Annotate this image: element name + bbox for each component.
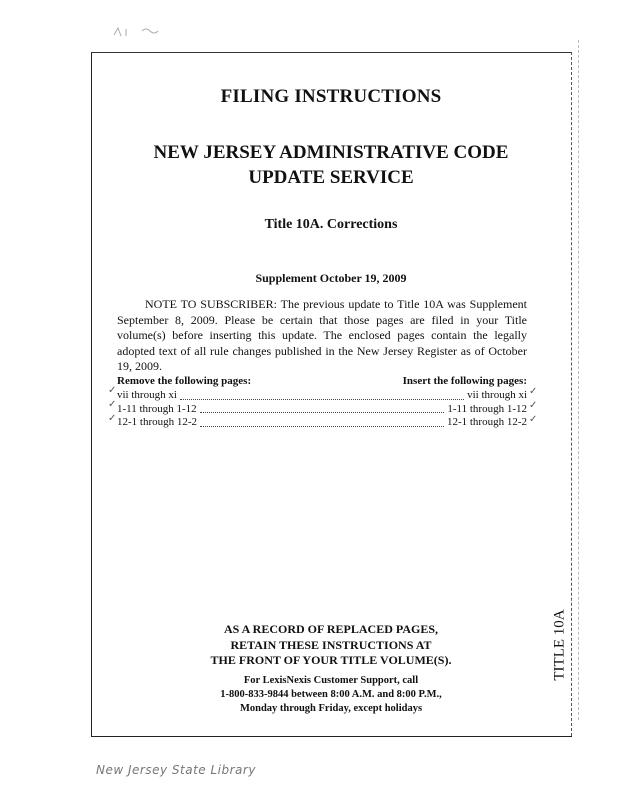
customer-support — [91, 674, 571, 716]
checkmark-icon: ✓ — [108, 399, 117, 410]
code-name-line-1: NEW JERSEY ADMINISTRATIVE CODE — [153, 142, 509, 163]
remove-pages: 12-1 through 12-2 — [117, 416, 198, 428]
record-notice — [91, 622, 571, 669]
title-heading: Title 10A. Corrections — [264, 217, 398, 232]
remove-header: Remove the following pages: — [117, 375, 252, 387]
leader-dots — [200, 412, 445, 413]
title-tab — [530, 600, 590, 690]
table-header — [117, 375, 527, 387]
title-tab-label: TITLE 10A — [551, 609, 568, 681]
scribble-icon — [112, 25, 172, 39]
handwritten-mark — [112, 25, 172, 42]
page-replacement-table — [117, 375, 527, 430]
frame-top-rule — [91, 52, 571, 53]
insert-pages: vii through xi — [467, 389, 527, 401]
record-notice-line-2: RETAIN THESE INSTRUCTIONS AT — [230, 637, 432, 652]
support-line-2: 1-800-833-9844 between 8:00 A.M. and 8:00 P.M., — [220, 689, 442, 700]
checkmark-icon: ✓ — [529, 400, 538, 411]
remove-pages: vii through xi — [117, 389, 177, 401]
checkmark-icon: ✓ — [108, 413, 117, 424]
document-title: FILING INSTRUCTIONS — [220, 86, 442, 107]
insert-pages: 1-11 through 1-12 — [447, 402, 527, 415]
table-row — [117, 389, 527, 403]
note-to-subscriber: NOTE TO SUBSCRIBER: The previous update to Title 10A was Supplement September 8, 2009. Please be certain that those pages are filed in your Title volume(s) before inserting this update. The enclosed pages contain the legally adopted text of all rule changes published in the New Jersey Register as of October 19, 2009. — [117, 297, 527, 373]
code-name — [91, 140, 571, 190]
supplement-date: Supplement October 19, 2009 — [255, 271, 407, 285]
support-line-3: Monday through Friday, except holidays — [239, 703, 423, 714]
library-stamp: New Jersey State Library — [96, 763, 256, 777]
leader-dots — [180, 399, 464, 400]
support-line-1: For LexisNexis Customer Support, call — [243, 675, 419, 686]
insert-header: Insert the following pages: — [402, 375, 527, 387]
insert-pages: 12-1 through 12-2 — [446, 416, 527, 428]
record-notice-line-3: THE FRONT OF YOUR TITLE VOLUME(S). — [210, 653, 452, 667]
checkmark-icon: ✓ — [108, 385, 117, 396]
checkmark-icon: ✓ — [529, 414, 538, 425]
code-name-line-2: UPDATE SERVICE — [248, 167, 414, 188]
record-notice-line-1: AS A RECORD OF REPLACED PAGES, — [223, 622, 439, 636]
checkmark-icon: ✓ — [529, 386, 538, 397]
remove-pages: 1-11 through 1-12 — [117, 402, 197, 415]
table-row — [117, 416, 527, 430]
leader-dots — [200, 426, 444, 427]
table-row — [117, 403, 527, 417]
